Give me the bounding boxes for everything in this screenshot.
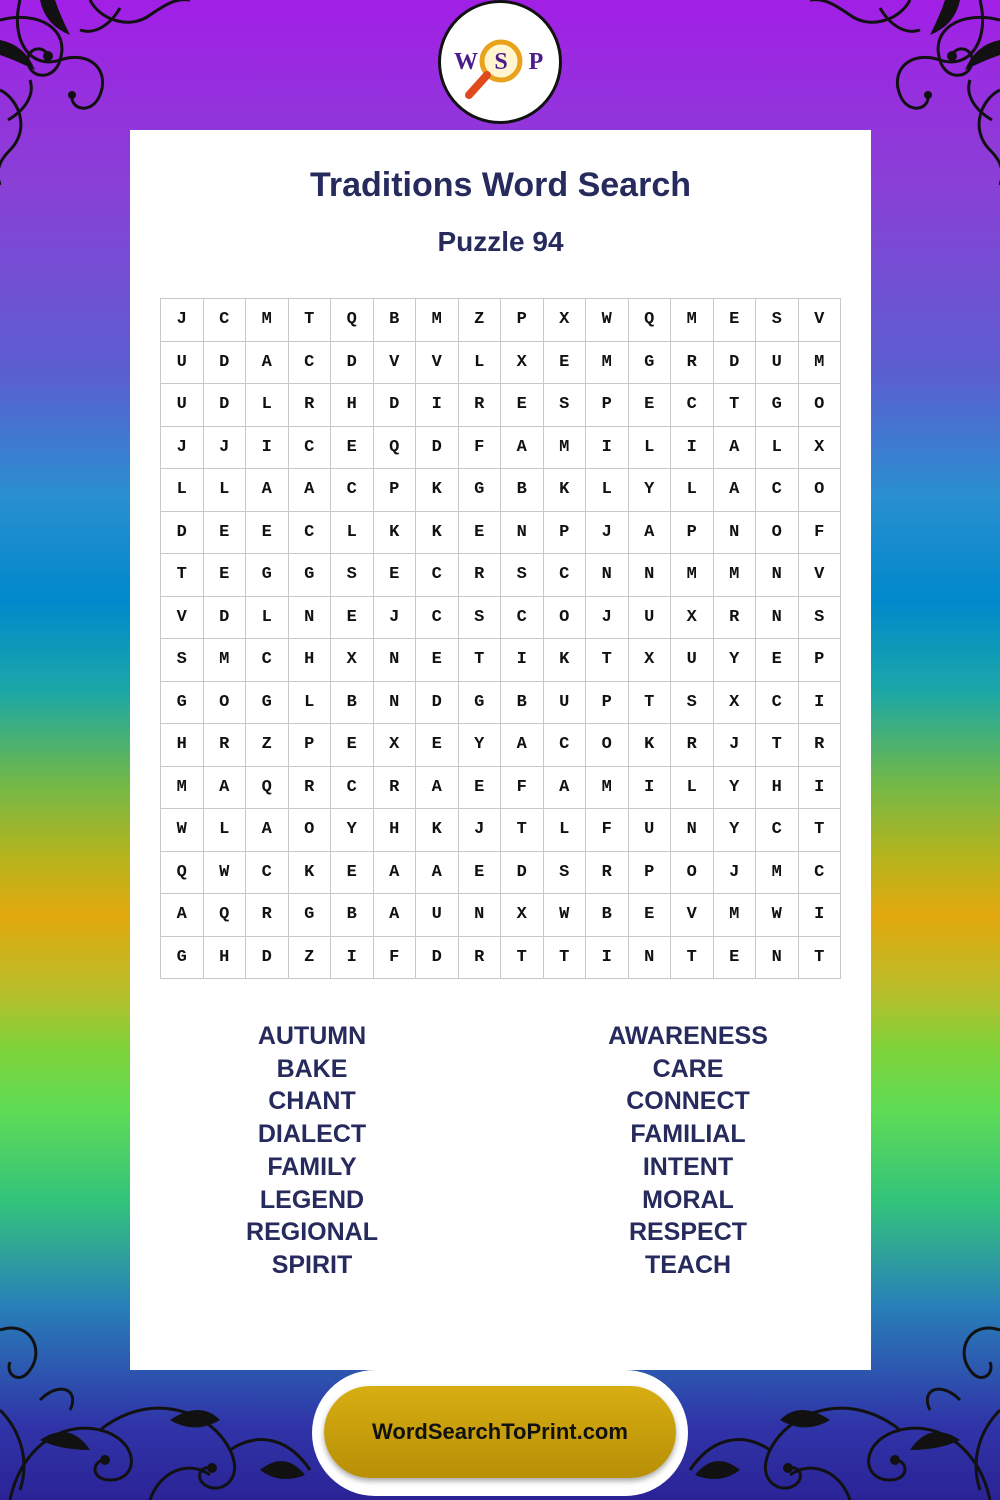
grid-cell[interactable]: B	[331, 682, 374, 725]
grid-cell[interactable]: M	[671, 554, 714, 597]
grid-cell[interactable]: P	[799, 639, 842, 682]
word-item: CARE	[652, 1054, 724, 1083]
grid-cell[interactable]: M	[714, 554, 757, 597]
grid-cell[interactable]: L	[586, 469, 629, 512]
grid-cell[interactable]: J	[586, 512, 629, 555]
grid-cell[interactable]: R	[459, 554, 502, 597]
grid-cell[interactable]: Q	[246, 767, 289, 810]
grid-cell[interactable]: Y	[714, 767, 757, 810]
grid-cell[interactable]: D	[416, 937, 459, 980]
word-item: SPIRIT	[271, 1250, 353, 1279]
grid-cell[interactable]: P	[374, 469, 417, 512]
grid-cell[interactable]: E	[501, 384, 544, 427]
grid-cell[interactable]: Y	[459, 724, 502, 767]
grid-cell[interactable]: M	[671, 299, 714, 342]
grid-cell[interactable]: C	[416, 597, 459, 640]
grid-cell[interactable]: E	[204, 554, 247, 597]
grid-cell[interactable]: E	[331, 597, 374, 640]
grid-cell[interactable]: C	[756, 469, 799, 512]
grid-cell[interactable]: M	[204, 639, 247, 682]
grid-cell[interactable]: U	[629, 809, 672, 852]
grid-cell[interactable]: P	[289, 724, 332, 767]
website-button[interactable]: WordSearchToPrint.com	[324, 1386, 676, 1478]
grid-cell[interactable]: I	[799, 767, 842, 810]
grid-cell[interactable]: C	[331, 469, 374, 512]
grid-cell[interactable]: Z	[289, 937, 332, 980]
word-item: DIALECT	[257, 1120, 367, 1149]
grid-cell[interactable]: K	[544, 639, 587, 682]
grid-cell[interactable]: E	[629, 384, 672, 427]
grid-cell[interactable]: X	[544, 299, 587, 342]
grid-cell[interactable]: E	[544, 342, 587, 385]
grid-cell[interactable]: C	[289, 512, 332, 555]
grid-cell[interactable]: O	[204, 682, 247, 725]
grid-cell[interactable]: R	[459, 384, 502, 427]
grid-cell[interactable]: S	[161, 639, 204, 682]
word-item: LEGEND	[259, 1185, 365, 1214]
grid-cell[interactable]: A	[374, 894, 417, 937]
grid-cell[interactable]: H	[374, 809, 417, 852]
grid-cell[interactable]: R	[671, 342, 714, 385]
grid-cell[interactable]: H	[289, 639, 332, 682]
grid-cell[interactable]: D	[204, 342, 247, 385]
grid-cell[interactable]: X	[671, 597, 714, 640]
grid-cell[interactable]: G	[246, 682, 289, 725]
grid-cell[interactable]: H	[756, 767, 799, 810]
grid-cell[interactable]: A	[246, 809, 289, 852]
grid-cell[interactable]: I	[331, 937, 374, 980]
grid-cell[interactable]: U	[161, 384, 204, 427]
grid-cell[interactable]: A	[416, 852, 459, 895]
grid-cell[interactable]: D	[416, 427, 459, 470]
grid-cell[interactable]: E	[416, 639, 459, 682]
grid-cell[interactable]: D	[204, 384, 247, 427]
grid-cell[interactable]: D	[714, 342, 757, 385]
grid-cell[interactable]: L	[161, 469, 204, 512]
grid-cell[interactable]: G	[459, 682, 502, 725]
grid-cell[interactable]: A	[246, 469, 289, 512]
grid-cell[interactable]: E	[459, 852, 502, 895]
word-item: FAMILIAL	[630, 1120, 746, 1149]
word-item: INTENT	[642, 1152, 734, 1181]
grid-cell[interactable]: L	[331, 512, 374, 555]
grid-cell[interactable]: I	[246, 427, 289, 470]
grid-cell[interactable]: X	[501, 342, 544, 385]
grid-cell[interactable]: T	[586, 639, 629, 682]
grid-cell[interactable]: O	[799, 469, 842, 512]
grid-cell[interactable]: C	[756, 682, 799, 725]
grid-cell[interactable]: A	[714, 427, 757, 470]
grid-cell[interactable]: D	[501, 852, 544, 895]
grid-cell[interactable]: N	[586, 554, 629, 597]
grid-cell[interactable]: X	[374, 724, 417, 767]
grid-cell[interactable]: F	[459, 427, 502, 470]
grid-cell[interactable]: J	[714, 852, 757, 895]
logo-letter-p: P	[528, 49, 544, 75]
grid-cell[interactable]: S	[756, 299, 799, 342]
grid-cell[interactable]: B	[331, 894, 374, 937]
word-item: MORAL	[642, 1185, 734, 1214]
grid-cell[interactable]: O	[544, 597, 587, 640]
grid-cell[interactable]: E	[629, 894, 672, 937]
grid-cell[interactable]: U	[416, 894, 459, 937]
grid-cell[interactable]: W	[544, 894, 587, 937]
grid-cell[interactable]: C	[416, 554, 459, 597]
grid-cell[interactable]: G	[459, 469, 502, 512]
grid-cell[interactable]: N	[374, 682, 417, 725]
grid-cell[interactable]: T	[501, 809, 544, 852]
grid-cell[interactable]: L	[246, 597, 289, 640]
grid-cell[interactable]: L	[204, 469, 247, 512]
grid-cell[interactable]: Q	[161, 852, 204, 895]
grid-cell[interactable]: D	[246, 937, 289, 980]
grid-cell[interactable]: E	[246, 512, 289, 555]
grid-cell[interactable]: M	[161, 767, 204, 810]
grid-cell[interactable]: J	[374, 597, 417, 640]
grid-cell[interactable]: I	[799, 894, 842, 937]
grid-cell[interactable]: V	[799, 299, 842, 342]
grid-cell[interactable]: L	[629, 427, 672, 470]
grid-cell[interactable]: M	[544, 427, 587, 470]
grid-cell[interactable]: L	[289, 682, 332, 725]
grid-cell[interactable]: T	[161, 554, 204, 597]
word-list-right	[538, 1020, 838, 1282]
grid-cell[interactable]: Q	[629, 299, 672, 342]
grid-cell[interactable]: T	[799, 809, 842, 852]
grid-cell[interactable]: T	[289, 299, 332, 342]
grid-cell[interactable]: A	[204, 767, 247, 810]
grid-cell[interactable]: C	[544, 554, 587, 597]
grid-cell[interactable]: E	[331, 427, 374, 470]
grid-cell[interactable]: H	[161, 724, 204, 767]
grid-cell[interactable]: V	[374, 342, 417, 385]
grid-cell[interactable]: I	[629, 767, 672, 810]
grid-cell[interactable]: R	[586, 852, 629, 895]
grid-cell[interactable]: L	[204, 809, 247, 852]
grid-cell[interactable]: E	[459, 512, 502, 555]
grid-cell[interactable]: W	[756, 894, 799, 937]
grid-cell[interactable]: C	[756, 809, 799, 852]
grid-cell[interactable]: G	[246, 554, 289, 597]
grid-cell[interactable]: U	[629, 597, 672, 640]
grid-cell[interactable]: F	[586, 809, 629, 852]
grid-cell[interactable]: P	[544, 512, 587, 555]
grid-cell[interactable]: D	[374, 384, 417, 427]
grid-cell[interactable]: T	[629, 682, 672, 725]
grid-cell[interactable]: V	[416, 342, 459, 385]
grid-cell[interactable]: N	[671, 809, 714, 852]
grid-cell[interactable]: J	[459, 809, 502, 852]
grid-cell[interactable]: A	[246, 342, 289, 385]
grid-cell[interactable]: E	[204, 512, 247, 555]
grid-cell[interactable]: D	[416, 682, 459, 725]
grid-cell[interactable]: G	[289, 554, 332, 597]
grid-cell[interactable]: Y	[714, 639, 757, 682]
word-item: TEACH	[644, 1250, 732, 1279]
grid-cell[interactable]: K	[416, 469, 459, 512]
grid-cell[interactable]: C	[671, 384, 714, 427]
grid-cell[interactable]: H	[204, 937, 247, 980]
word-list-left	[162, 1020, 462, 1282]
grid-cell[interactable]: Q	[374, 427, 417, 470]
grid-cell[interactable]: I	[586, 937, 629, 980]
grid-cell[interactable]: D	[204, 597, 247, 640]
grid-cell[interactable]: B	[586, 894, 629, 937]
grid-cell[interactable]: C	[799, 852, 842, 895]
grid-cell[interactable]: A	[501, 427, 544, 470]
grid-cell[interactable]: L	[459, 342, 502, 385]
grid-cell[interactable]: M	[416, 299, 459, 342]
grid-cell[interactable]: X	[629, 639, 672, 682]
grid-cell[interactable]: I	[586, 427, 629, 470]
grid-cell[interactable]: F	[799, 512, 842, 555]
grid-cell[interactable]: P	[586, 384, 629, 427]
grid-cell[interactable]: Q	[331, 299, 374, 342]
grid-cell[interactable]: G	[756, 384, 799, 427]
grid-cell[interactable]: W	[586, 299, 629, 342]
grid-cell[interactable]: G	[161, 937, 204, 980]
grid-cell[interactable]: O	[799, 384, 842, 427]
grid-cell[interactable]: C	[289, 342, 332, 385]
grid-cell[interactable]: L	[246, 384, 289, 427]
grid-cell[interactable]: P	[586, 682, 629, 725]
magnifier-icon	[441, 3, 559, 121]
grid-cell[interactable]: B	[501, 682, 544, 725]
grid-cell[interactable]: J	[204, 427, 247, 470]
grid-cell[interactable]: U	[161, 342, 204, 385]
grid-cell[interactable]: E	[756, 639, 799, 682]
grid-cell[interactable]: I	[501, 639, 544, 682]
grid-cell[interactable]: N	[756, 937, 799, 980]
grid-cell[interactable]: V	[799, 554, 842, 597]
word-item: CONNECT	[626, 1087, 750, 1116]
grid-cell[interactable]: T	[671, 937, 714, 980]
grid-cell[interactable]: L	[756, 427, 799, 470]
grid-cell[interactable]: S	[799, 597, 842, 640]
logo-letter-s: S	[494, 49, 508, 75]
grid-cell[interactable]: T	[501, 937, 544, 980]
grid-cell[interactable]: S	[331, 554, 374, 597]
grid-cell[interactable]: D	[161, 512, 204, 555]
grid-cell[interactable]: S	[671, 682, 714, 725]
grid-cell[interactable]: G	[629, 342, 672, 385]
grid-cell[interactable]: E	[374, 554, 417, 597]
grid-cell[interactable]: C	[544, 724, 587, 767]
grid-cell[interactable]: T	[799, 937, 842, 980]
grid-cell[interactable]: F	[501, 767, 544, 810]
grid-cell[interactable]: J	[161, 427, 204, 470]
grid-cell[interactable]: C	[289, 427, 332, 470]
grid-cell[interactable]: A	[714, 469, 757, 512]
grid-cell[interactable]: V	[671, 894, 714, 937]
grid-cell[interactable]: I	[671, 427, 714, 470]
wsp-logo[interactable]	[438, 0, 562, 124]
grid-cell[interactable]: O	[289, 809, 332, 852]
grid-cell[interactable]: Z	[459, 299, 502, 342]
grid-cell[interactable]: L	[671, 469, 714, 512]
grid-cell[interactable]: M	[756, 852, 799, 895]
grid-cell[interactable]: E	[331, 852, 374, 895]
grid-cell[interactable]: Q	[204, 894, 247, 937]
grid-cell[interactable]: T	[756, 724, 799, 767]
grid-cell[interactable]: W	[204, 852, 247, 895]
grid-cell[interactable]: O	[756, 512, 799, 555]
grid-cell[interactable]: P	[501, 299, 544, 342]
grid-cell[interactable]: X	[501, 894, 544, 937]
grid-cell[interactable]: C	[246, 852, 289, 895]
grid-cell[interactable]: C	[331, 767, 374, 810]
grid-cell[interactable]: N	[289, 597, 332, 640]
grid-cell[interactable]: O	[671, 852, 714, 895]
grid-cell[interactable]: L	[544, 809, 587, 852]
grid-cell[interactable]: R	[459, 937, 502, 980]
grid-cell[interactable]: A	[161, 894, 204, 937]
grid-cell[interactable]: R	[714, 597, 757, 640]
grid-cell[interactable]: E	[459, 767, 502, 810]
word-item: CHANT	[268, 1087, 356, 1116]
grid-cell[interactable]: M	[246, 299, 289, 342]
grid-cell[interactable]: K	[416, 809, 459, 852]
grid-cell[interactable]: R	[374, 767, 417, 810]
grid-cell[interactable]: R	[289, 767, 332, 810]
grid-cell[interactable]: J	[161, 299, 204, 342]
grid-cell[interactable]: X	[331, 639, 374, 682]
grid-cell[interactable]: K	[289, 852, 332, 895]
grid-cell[interactable]: H	[331, 384, 374, 427]
grid-cell[interactable]: E	[714, 299, 757, 342]
grid-cell[interactable]: E	[416, 724, 459, 767]
grid-cell[interactable]: Y	[714, 809, 757, 852]
grid-cell[interactable]: N	[629, 554, 672, 597]
grid-cell[interactable]: K	[416, 512, 459, 555]
grid-cell[interactable]: V	[161, 597, 204, 640]
grid-cell[interactable]: F	[374, 937, 417, 980]
grid-cell[interactable]: N	[756, 554, 799, 597]
word-item: REGIONAL	[246, 1218, 378, 1247]
grid-cell[interactable]: A	[544, 767, 587, 810]
grid-cell[interactable]: T	[459, 639, 502, 682]
grid-cell[interactable]: M	[586, 342, 629, 385]
grid-cell[interactable]: B	[374, 299, 417, 342]
word-item: AWARENESS	[608, 1022, 768, 1050]
grid-cell[interactable]: T	[714, 384, 757, 427]
grid-cell[interactable]: D	[331, 342, 374, 385]
puzzle-panel	[130, 130, 871, 1370]
grid-cell[interactable]: K	[374, 512, 417, 555]
grid-cell[interactable]: U	[756, 342, 799, 385]
grid-cell[interactable]: I	[416, 384, 459, 427]
grid-cell[interactable]: A	[289, 469, 332, 512]
grid-cell[interactable]: N	[756, 597, 799, 640]
grid-cell[interactable]: R	[246, 894, 289, 937]
grid-cell[interactable]: G	[161, 682, 204, 725]
grid-cell[interactable]: M	[799, 342, 842, 385]
word-item: AUTUMN	[257, 1022, 367, 1050]
grid-cell[interactable]: G	[289, 894, 332, 937]
grid-cell[interactable]: B	[501, 469, 544, 512]
grid-cell[interactable]: T	[544, 937, 587, 980]
grid-cell[interactable]: K	[544, 469, 587, 512]
grid-cell[interactable]: P	[629, 852, 672, 895]
grid-cell[interactable]: U	[544, 682, 587, 725]
grid-cell[interactable]: A	[374, 852, 417, 895]
grid-cell[interactable]: S	[459, 597, 502, 640]
grid-cell[interactable]: W	[161, 809, 204, 852]
grid-cell[interactable]: R	[671, 724, 714, 767]
puzzle-number: Puzzle 94	[437, 226, 564, 257]
grid-cell[interactable]: S	[501, 554, 544, 597]
grid-cell[interactable]: Z	[246, 724, 289, 767]
word-item: FAMILY	[267, 1152, 357, 1181]
grid-cell[interactable]: Y	[629, 469, 672, 512]
grid-cell[interactable]: C	[501, 597, 544, 640]
grid-cell[interactable]: N	[714, 512, 757, 555]
grid-cell[interactable]: I	[799, 682, 842, 725]
grid-cell[interactable]: X	[799, 427, 842, 470]
letter-grid[interactable]	[160, 298, 841, 979]
grid-cell[interactable]: J	[586, 597, 629, 640]
grid-cell[interactable]: R	[289, 384, 332, 427]
grid-cell[interactable]: N	[459, 894, 502, 937]
grid-cell[interactable]: S	[544, 852, 587, 895]
grid-cell[interactable]: A	[501, 724, 544, 767]
logo-letter-w: W	[454, 49, 478, 75]
grid-cell[interactable]: L	[671, 767, 714, 810]
grid-cell[interactable]: P	[671, 512, 714, 555]
word-item: RESPECT	[628, 1218, 748, 1247]
page-title: Traditions Word Search	[309, 166, 691, 204]
grid-cell[interactable]: E	[714, 937, 757, 980]
grid-cell[interactable]: E	[331, 724, 374, 767]
grid-cell[interactable]: A	[629, 512, 672, 555]
grid-cell[interactable]: O	[586, 724, 629, 767]
grid-cell[interactable]: J	[714, 724, 757, 767]
grid-cell[interactable]: N	[629, 937, 672, 980]
word-item: BAKE	[276, 1054, 348, 1083]
grid-cell[interactable]: K	[629, 724, 672, 767]
grid-cell[interactable]: M	[586, 767, 629, 810]
grid-cell[interactable]: S	[544, 384, 587, 427]
grid-cell[interactable]: X	[714, 682, 757, 725]
grid-cell[interactable]: R	[204, 724, 247, 767]
grid-cell[interactable]: C	[204, 299, 247, 342]
grid-cell[interactable]: M	[714, 894, 757, 937]
grid-cell[interactable]: C	[246, 639, 289, 682]
grid-cell[interactable]: U	[671, 639, 714, 682]
grid-cell[interactable]: R	[799, 724, 842, 767]
grid-cell[interactable]: N	[374, 639, 417, 682]
grid-cell[interactable]: Y	[331, 809, 374, 852]
grid-cell[interactable]: N	[501, 512, 544, 555]
grid-cell[interactable]: A	[416, 767, 459, 810]
